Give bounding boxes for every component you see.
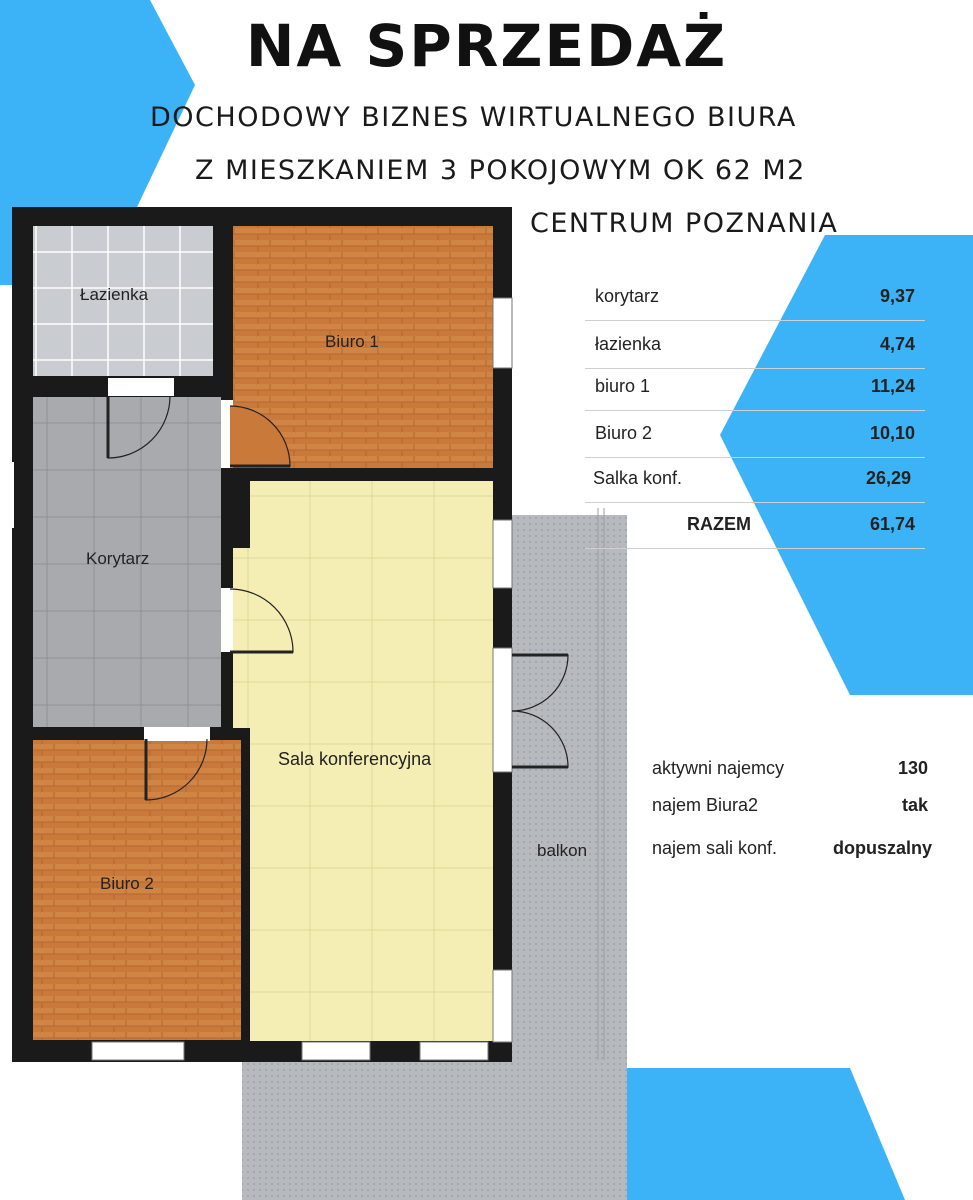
info-name: najem Biura2 [652,795,759,815]
info-row [652,758,932,788]
room-label-balkon: balkon [537,841,588,860]
info-value: tak [901,795,928,815]
info-row [652,795,932,825]
area-total-value: 61,74 [869,514,915,534]
blue-shape-bottom [620,1068,905,1200]
subtitle-line-3: CENTRUM POZNANIA [530,208,839,239]
room-label-korytarz: Korytarz [86,549,150,568]
info-row [652,838,932,868]
area-value: 11,24 [870,376,915,396]
area-row [585,276,925,321]
subtitle-line-2: Z MIESZKANIEM 3 POKOJOWYM OK 62 M2 [195,155,806,186]
area-value: 26,29 [865,468,911,488]
balcony-floor [512,515,627,1060]
area-value: 10,10 [869,423,915,443]
room-label-biuro2: Biuro 2 [100,874,154,893]
area-value: 4,74 [879,334,915,354]
area-row [585,413,925,458]
area-name: korytarz [595,286,660,306]
area-value: 9,37 [879,286,915,306]
area-name: łazienka [595,334,662,354]
balcony-floor-lower [242,1055,627,1200]
subtitle-line-1: DOCHODOWY BIZNES WIRTUALNEGO BIURA [150,102,797,133]
room-label-lazienka: Łazienka [80,285,149,304]
area-row [585,458,925,503]
area-total-row [585,504,925,549]
info-name: najem sali konf. [652,838,778,858]
area-name: Biuro 2 [595,423,653,443]
room-label-sala: Sala konferencyjna [278,749,432,769]
area-row [585,366,925,411]
sala-annex [233,548,253,728]
room-label-biuro1: Biuro 1 [325,332,379,351]
area-row [585,324,925,369]
area-name: biuro 1 [595,376,651,396]
area-total-label: RAZEM [687,514,751,534]
info-name: aktywni najemcy [652,758,785,778]
page-title: NA SPRZEDAŻ [245,12,728,80]
info-value: 130 [897,758,928,778]
area-name: Salka konf. [593,468,683,488]
info-value: dopuszalny [832,838,932,858]
